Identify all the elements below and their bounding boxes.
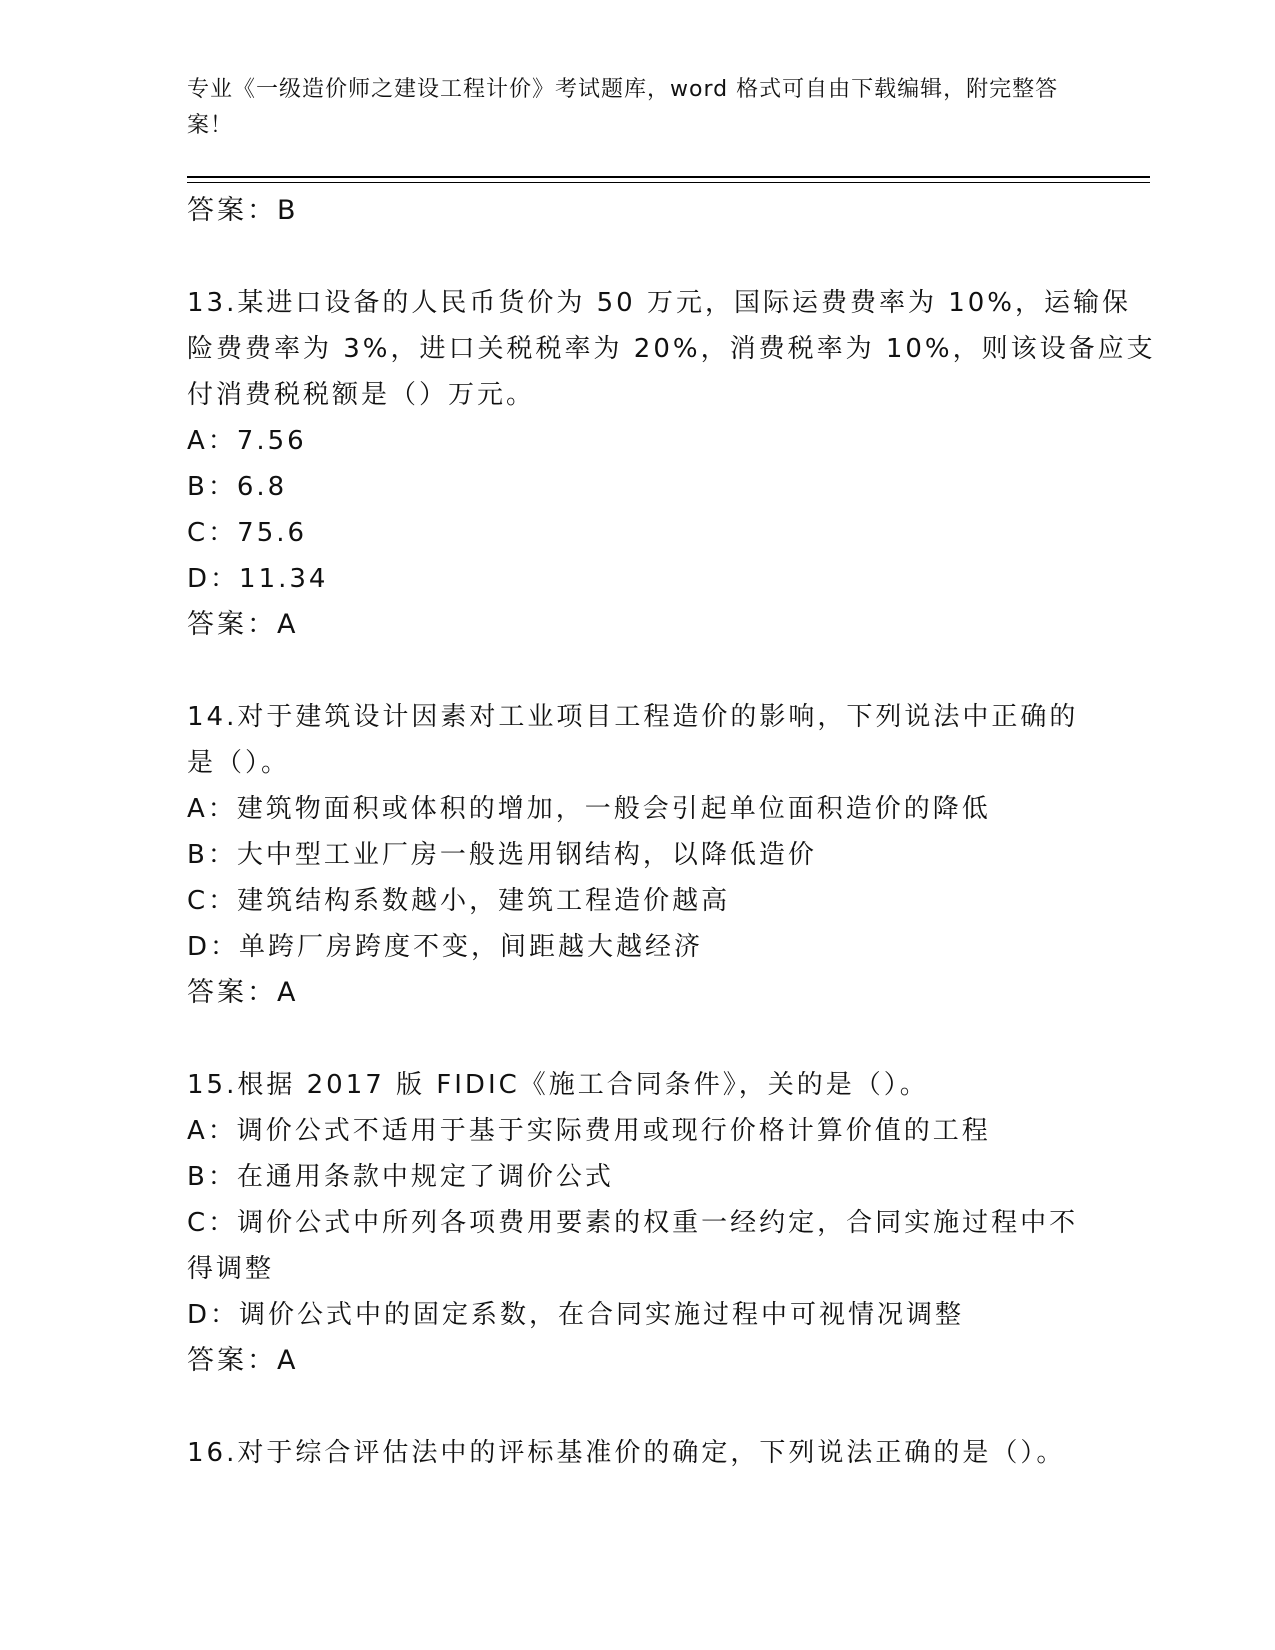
option-d: D：11.34 (187, 564, 329, 594)
option-b: B：6.8 (187, 472, 288, 502)
question-block (187, 280, 1156, 648)
question-stem-line: 13.某进口设备的人民币货价为 50 万元，国际运费费率为 10%，运输保 (187, 288, 1132, 318)
question-stem-line: 是（）。 (187, 748, 291, 778)
option-c-continued: 得调整 (187, 1254, 275, 1284)
question-stem-line: 付消费税税额是（）万元。 (187, 380, 536, 410)
question-stem-line: 15.根据 2017 版 FIDIC《施工合同条件》，关的是（）。 (187, 1070, 929, 1100)
header-divider-thin (187, 182, 1150, 183)
option-c: C：调价公式中所列各项费用要素的权重一经约定，合同实施过程中不 (187, 1208, 1079, 1238)
question-block (187, 1430, 1087, 1476)
option-d: D：调价公式中的固定系数，在合同实施过程中可视情况调整 (187, 1300, 965, 1330)
spacer (187, 234, 1087, 280)
header-divider-thick (187, 176, 1150, 178)
question-stem-line: 14.对于建筑设计因素对工业项目工程造价的影响，下列说法中正确的 (187, 702, 1079, 732)
option-a: A：调价公式不适用于基于实际费用或现行价格计算价值的工程 (187, 1116, 991, 1146)
answer-line: 答案：A (187, 977, 299, 1008)
question-list (187, 188, 1156, 1476)
option-d: D：单跨厂房跨度不变，间距越大越经济 (187, 932, 704, 962)
option-a: A：建筑物面积或体积的增加，一般会引起单位面积造价的降低 (187, 794, 991, 824)
spacer (187, 1016, 1087, 1062)
option-c: C：建筑结构系数越小，建筑工程造价越高 (187, 886, 731, 916)
option-b: B：在通用条款中规定了调价公式 (187, 1162, 614, 1192)
spacer (187, 1384, 1087, 1430)
spacer (187, 648, 1087, 694)
answer-line: 答案：B (187, 195, 299, 226)
document-header: 专业《一级造价师之建设工程计价》考试题库，word 格式可自由下载编辑，附完整答案！ (187, 77, 1059, 138)
answer-line: 答案：A (187, 609, 299, 640)
option-b: B：大中型工业厂房一般选用钢结构，以降低造价 (187, 840, 817, 870)
option-c: C：75.6 (187, 518, 308, 548)
question-stem-line: 16.对于综合评估法中的评标基准价的确定，下列说法正确的是（）。 (187, 1438, 1066, 1468)
question-block (187, 694, 1087, 1016)
question-stem-line: 险费费率为 3%，进口关税税率为 20%，消费税率为 10%，则该设备应支 (187, 334, 1156, 364)
answer-line: 答案：A (187, 1345, 299, 1376)
question-block (187, 1062, 1087, 1384)
option-a: A：7.56 (187, 426, 307, 456)
